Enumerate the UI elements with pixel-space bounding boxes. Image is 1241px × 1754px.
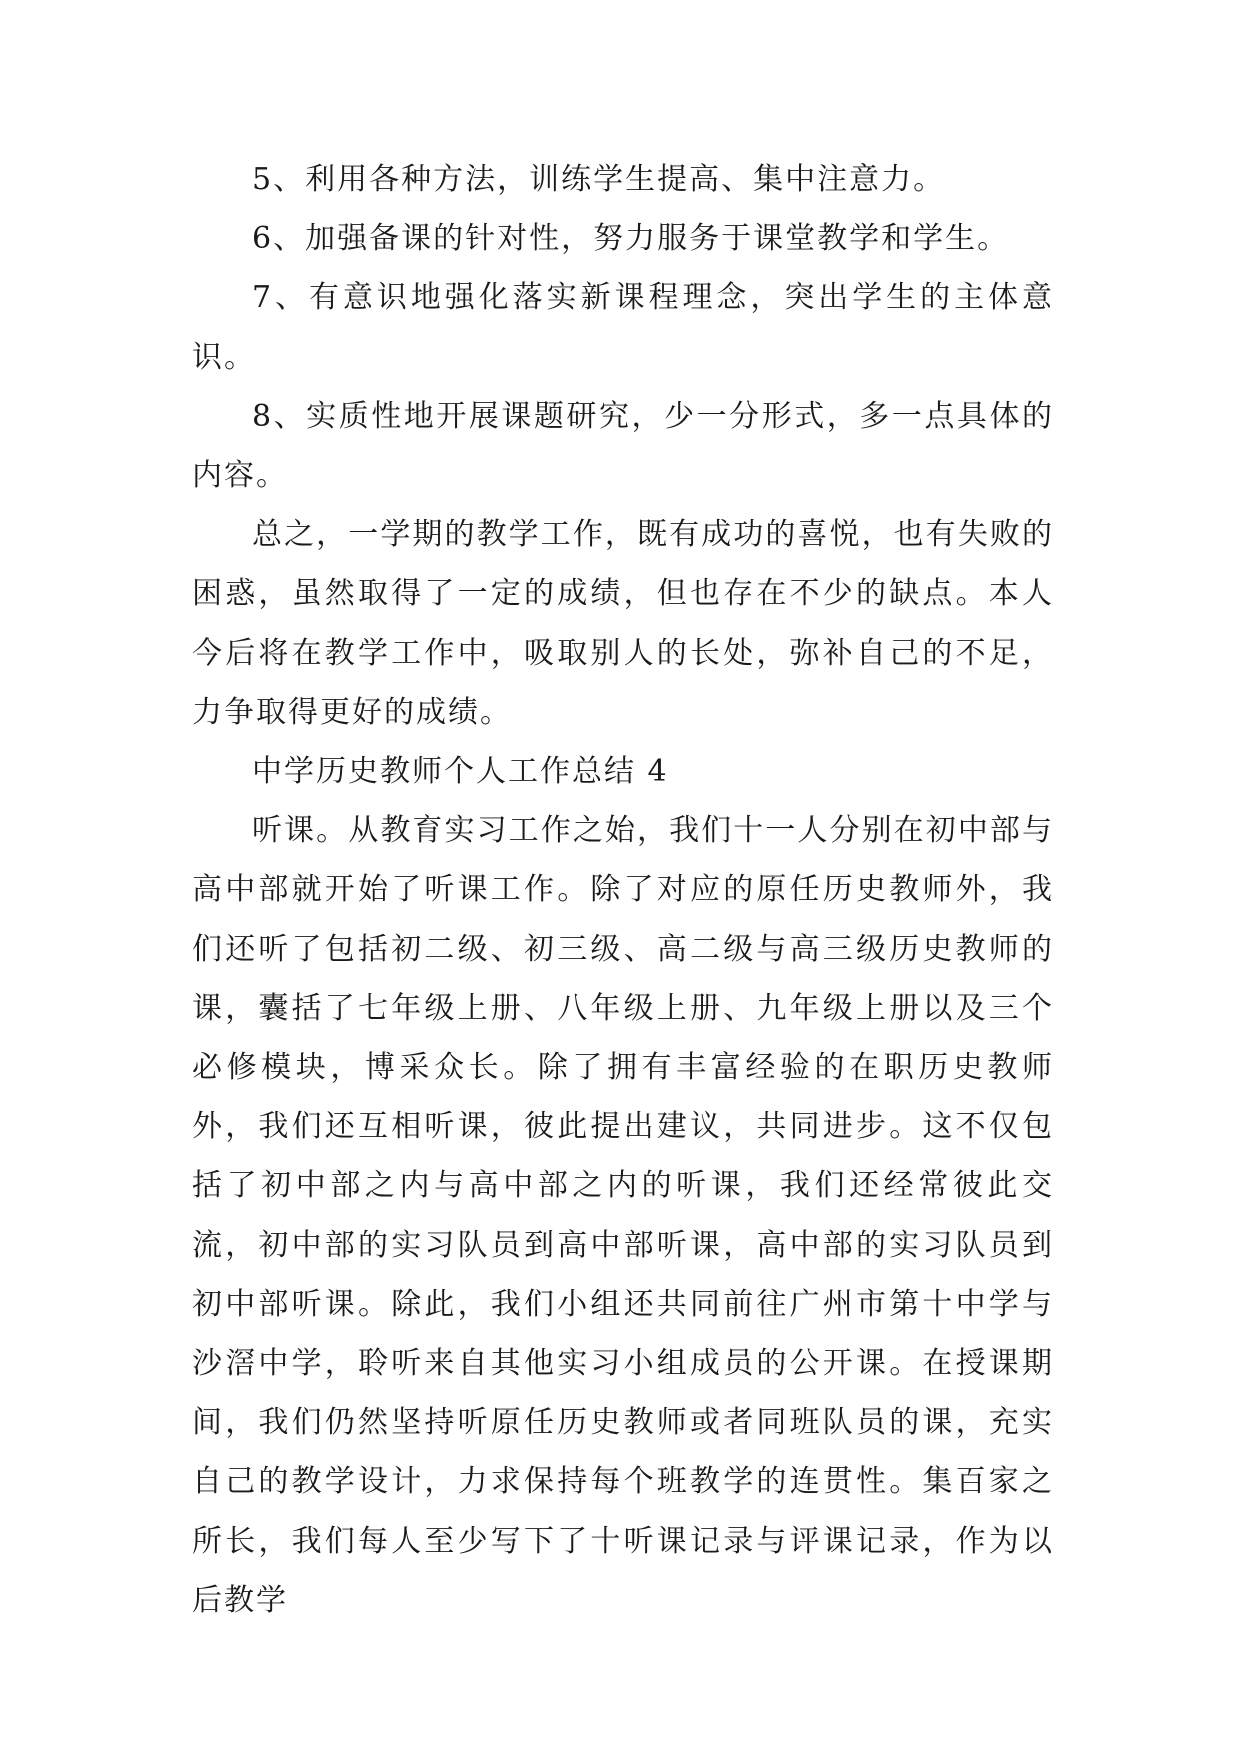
paragraph-listening: 听课。从教育实习工作之始，我们十一人分别在初中部与高中部就开始了听课工作。除了对应的原任历史教师外，我们还听了包括初二级、初三级、高二级与高三级历史教师的课，囊括了七年级上册、八年级上册、九年级上册以及三个必修模块，博采众长。除了拥有丰富经验的在职历史教师外，我们还互相听课，彼此提出建议，共同进步。这不仅包括了初中部之内与高中部之内的听课，我们还经常彼此交流，初中部的实习队员到高中部听课，高中部的实习队员到初中部听课。除此，我们小组还共同前往广州市第十中学与沙滘中学，聆听来自其他实习小组成员的公开课。在授课期间，我们仍然坚持听原任历史教师或者同班队员的课，充实自己的教学设计，力求保持每个班教学的连贯性。集百家之所长，我们每人至少写下了十听课记录与评课记录，作为以后教学 xyxy=(192,813,1054,1618)
paragraph-item-7: 7、有意识地强化落实新课程理念，突出学生的主体意识。 xyxy=(192,280,1054,375)
paragraph-summary: 总之，一学期的教学工作，既有成功的喜悦，也有失败的困惑，虽然取得了一定的成绩，但也存在不少的缺点。本人今后将在教学工作中，吸取别人的长处，弥补自己的不足，力争取得更好的成绩。 xyxy=(192,517,1054,730)
paragraph-item-5: 5、利用各种方法，训练学生提高、集中注意力。 xyxy=(252,162,946,197)
section-title: 中学历史教师个人工作总结 4 xyxy=(252,754,669,790)
paragraph-item-6: 6、加强备课的针对性，努力服务于课堂教学和学生。 xyxy=(252,221,1010,257)
document-page xyxy=(192,150,1054,1630)
paragraph-item-8: 8、实质性地开展课题研究，少一分形式，多一点具体的内容。 xyxy=(192,398,1054,494)
